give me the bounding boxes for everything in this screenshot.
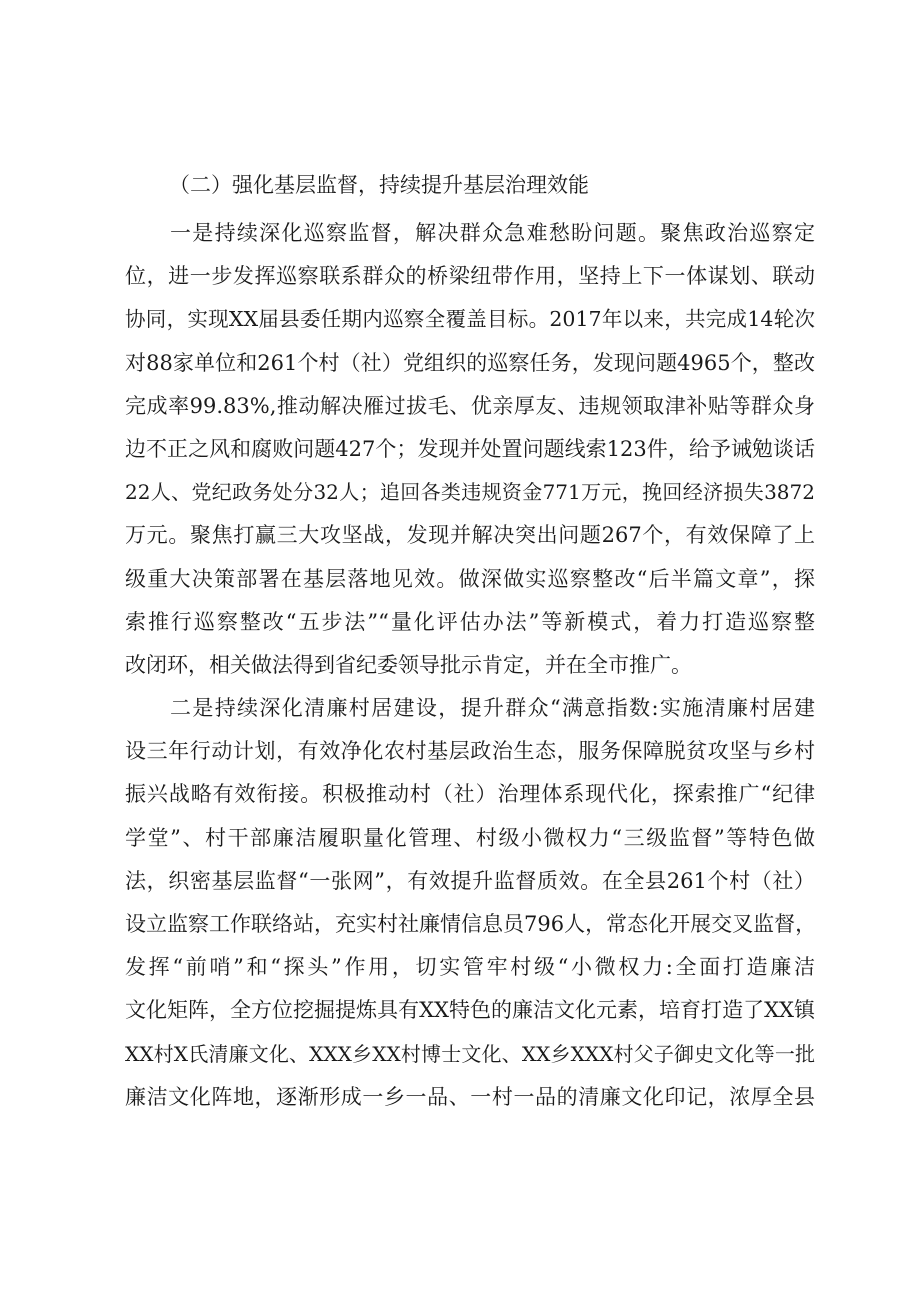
text-line: 万元。聚焦打赢三大攻坚战，发现并解决突出问题267个，有效保障了上 [125, 523, 815, 548]
text-line: 协同，实现XX届县委任期内巡察全覆盖目标。2017年以来，共完成14轮次 [125, 307, 815, 332]
text-line: 改闭环，相关做法得到省纪委领导批示肯定，并在全市推广。 [125, 652, 692, 677]
text-line: 对88家单位和261个村（社）党组织的巡察任务，发现问题4965个，整改 [125, 350, 815, 375]
text-line: 廉洁文化阵地，逐渐形成一乡一品、一村一品的清廉文化印记，浓厚全县 [125, 1084, 815, 1109]
paragraph-inspection [125, 212, 815, 687]
text-line: 位，进一步发挥巡察联系群众的桥梁纽带作用，坚持上下一体谋划、联动 [125, 264, 815, 289]
text-line: 边不正之风和腐败问题427个；发现并处置问题线索123件，给予诫勉谈话 [125, 436, 815, 461]
text-line: 文化矩阵，全方位挖掘提炼具有XX特色的廉洁文化元素，培育打造了XX镇 [125, 998, 815, 1023]
text-line: 级重大决策部署在基层落地见效。做深做实巡察整改“后半篇文章”，探 [125, 566, 815, 591]
text-line: 设三年行动计划，有效净化农村基层政治生态，服务保障脱贫攻坚与乡村 [125, 739, 815, 764]
text-line: 一是持续深化巡察监督，解决群众急难愁盼问题。聚焦政治巡察定 [170, 221, 815, 245]
text-line: 法，织密基层监督“一张网”，有效提升监督质效。在全县261个村（社） [125, 868, 815, 893]
text-line: 学堂”、村干部廉洁履职量化管理、村级小微权力“三级监督”等特色做 [125, 825, 815, 850]
text-line: 完成率99.83%,推动解决雁过拔毛、优亲厚友、违规领取津补贴等群众身 [125, 393, 815, 418]
text-line: 22人、党纪政务处分32人；追回各类违规资金771万元，挽回经济损失3872 [125, 480, 815, 505]
paragraph-clean-village [125, 687, 815, 1119]
text-line: 设立监察工作联络站，充实村社廉情信息员796人，常态化开展交叉监督， [125, 912, 817, 936]
document-body [125, 166, 815, 1119]
text-line: 二是持续深化清廉村居建设，提升群众“满意指数:实施清廉村居建 [170, 696, 815, 721]
text-line: 振兴战略有效衔接。积极推动村（社）治理体系现代化，探索推广“纪律 [125, 782, 815, 807]
text-line: 发挥“前哨”和“探头”作用，切实管牢村级“小微权力:全面打造廉洁 [125, 955, 815, 980]
text-line: 索推行巡察整改“五步法”“量化评估办法”等新模式，着力打造巡察整 [125, 609, 815, 634]
text-line: XX村X氏清廉文化、XXX乡XX村博士文化、XX乡XXX村父子御史文化等一批 [125, 1041, 815, 1066]
section-heading: （二）强化基层监督，持续提升基层治理效能 [169, 173, 589, 197]
